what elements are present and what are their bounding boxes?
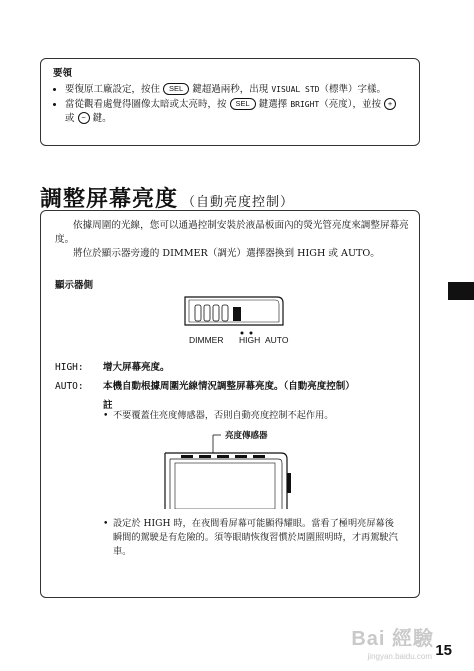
note-item-night: [103, 517, 403, 559]
tips-title: 要領: [53, 68, 73, 79]
main-content-box: [40, 210, 420, 598]
high-label: HIGH: [239, 335, 261, 345]
tips-list: [53, 83, 407, 126]
section-subtitle: （自動亮度控制）: [182, 194, 295, 209]
definition-desc: 本機自動根據周圍光線情況調整屏幕亮度。（自動亮度控制）: [103, 381, 355, 392]
section-title-text: 調整屏幕亮度: [40, 186, 179, 211]
sensor-diagram: [159, 429, 299, 513]
display-side-label: 顯示器側: [55, 280, 94, 291]
definition-term: HIGH:: [55, 362, 84, 373]
section-tab-marker: [448, 282, 474, 300]
monitor-illustration: [159, 429, 299, 509]
dimmer-switch-illustration: [171, 291, 291, 341]
note-title: 註: [103, 400, 113, 411]
page-number: 15: [435, 642, 452, 659]
intro-paragraph-2: 將位於顯示器旁邊的 DIMMER（調光）選擇器換到 HIGH 或 AUTO。: [73, 248, 380, 259]
brightness-sensor-label: 亮度傳感器: [225, 430, 268, 440]
tips-text: 鍵選擇: [258, 99, 288, 110]
definition-auto: [55, 378, 355, 392]
dimmer-switch-diagram: [171, 291, 291, 345]
sel-key-icon: SEL: [230, 98, 256, 110]
definition-desc: 增大屏幕亮度。: [103, 362, 170, 373]
tips-box: [40, 58, 420, 146]
definition-high: [55, 359, 170, 373]
tips-text: （亮度），並按: [319, 99, 381, 110]
definition-term: AUTO:: [55, 381, 84, 392]
tips-mode-text: BRIGHT: [290, 100, 320, 109]
tips-item-reset: [65, 83, 407, 97]
sel-key-icon: SEL: [163, 83, 189, 95]
watermark-logo: Bai 經驗: [351, 628, 434, 650]
tips-text: 鍵。: [92, 113, 112, 124]
dimmer-label: DIMMER: [189, 335, 224, 345]
auto-label: AUTO: [265, 335, 289, 345]
tips-text: 鍵超過兩秒，出現: [192, 84, 269, 95]
bullet-icon: •: [103, 518, 109, 529]
tips-text: 當從觀看處覺得圖像太暗或太亮時，按: [65, 99, 227, 110]
tips-mode-text: VISUAL STD: [271, 85, 320, 94]
note-text: 不要覆蓋住亮度傳感器，否則自動亮度控制不起作用。: [113, 410, 334, 421]
section-title: [40, 182, 294, 213]
note-text: 設定於 HIGH 時，在夜間看屏幕可能顯得耀眼。當看了極明亮屏幕後瞬間的駕駛是有危險的。須等眼睛恢復習慣於周圍照明時，才再駕駛汽車。: [113, 518, 398, 557]
tips-text: （標準）字樣。: [319, 84, 386, 95]
plus-key-icon: +: [384, 98, 396, 110]
bullet-icon: •: [103, 410, 109, 421]
minus-key-icon: −: [78, 112, 90, 124]
intro-paragraph-1: 依據周圍的光線，您可以通過控制安裝於液晶板面內的熒光管亮度來調整屏幕亮度。: [55, 220, 409, 245]
tips-text: 要復原工廠設定，按住: [65, 84, 161, 95]
tips-item-brightness: [65, 98, 407, 126]
intro-text: [55, 219, 411, 261]
tips-text: 或: [65, 113, 75, 124]
note-item-sensor: [103, 409, 403, 423]
watermark-url: jingyan.baidu.com: [367, 652, 432, 661]
